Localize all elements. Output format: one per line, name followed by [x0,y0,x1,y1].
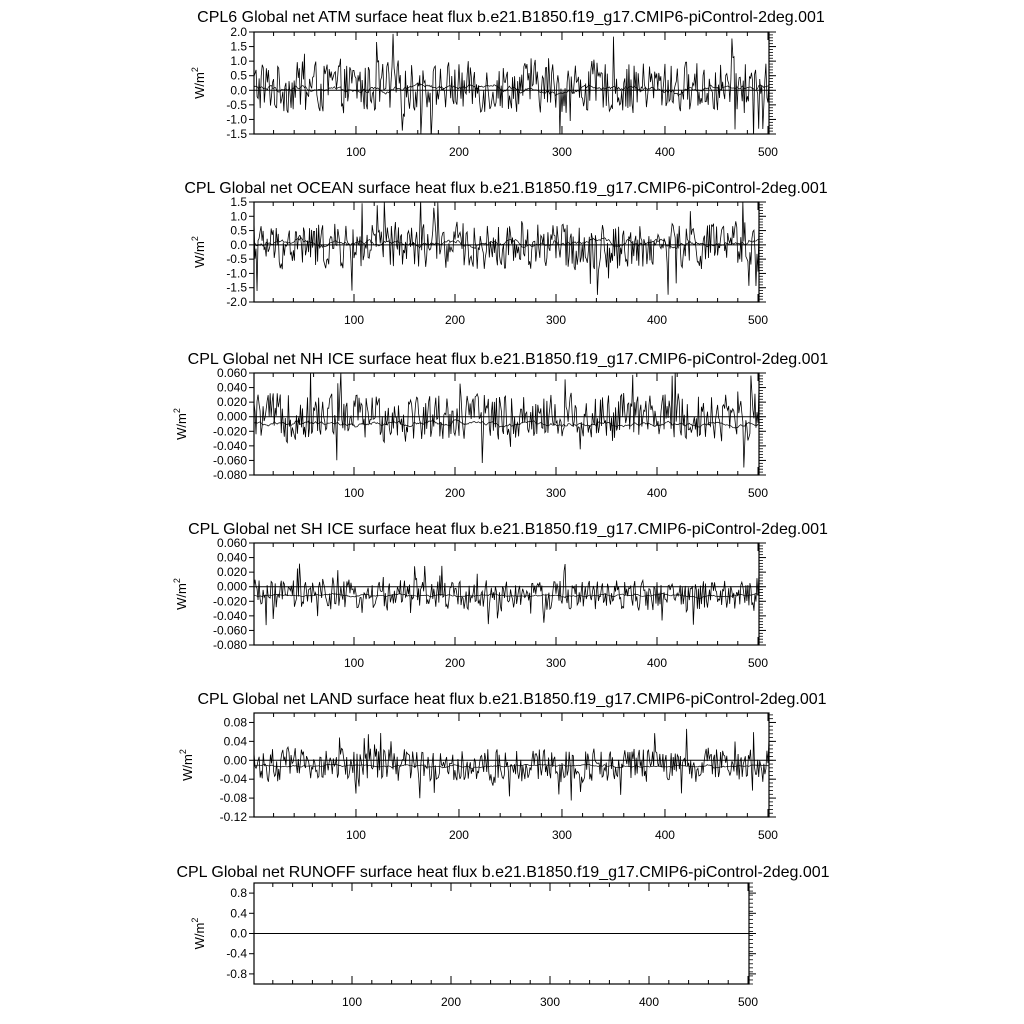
x-tick-label: 100 [343,313,365,327]
y-axis-label-superscript: 2 [190,236,200,242]
x-tick-label: 400 [646,313,668,327]
y-tick-label: 0.040 [216,550,247,565]
series-line-main [254,34,769,139]
x-tick-label: 200 [444,313,466,327]
x-tick-label: 300 [545,656,567,670]
y-tick-label: 1.0 [230,54,247,69]
y-tick-label: 0.020 [216,395,247,410]
x-tick-label: 200 [448,145,469,159]
x-tick-label: 500 [757,145,778,159]
y-tick-label: -0.5 [226,97,247,112]
y-tick-label: -0.020 [212,424,247,439]
y-tick-label: 2.0 [230,25,247,39]
y-tick-label: 0.0 [230,926,247,941]
y-tick-label: 1.0 [230,209,247,224]
x-tick-label: 400 [638,995,660,1009]
y-axis-label [172,578,189,610]
panel-title: CPL Global net NH ICE surface heat flux b.e21.B1850.f19_g17.CMIP6-piControl-2deg.001 [187,351,829,368]
y-axis-label-base: W/m [192,72,207,99]
x-tick-label: 200 [448,828,469,842]
y-tick-label: 0.060 [216,536,247,550]
y-axis-label-superscript: 2 [172,578,182,584]
x-tick-label: 200 [440,995,462,1009]
y-tick-label: 0.8 [230,886,247,901]
y-tick-label: 0.5 [230,68,247,83]
y-tick-label: -0.080 [212,468,247,482]
y-axis-label-base: W/m [192,241,207,268]
series-line-main [254,370,759,468]
x-tick-label: 100 [343,656,365,670]
x-tick-label: 100 [341,995,363,1009]
x-tick-label: 300 [551,145,572,159]
y-axis-label [190,918,207,950]
y-axis-label-superscript: 2 [190,67,200,73]
panel-5 [178,691,827,842]
panel-title: CPL Global net RUNOFF surface heat flux b.e21.B1850.f19_g17.CMIP6-piControl-2deg.001 [176,864,830,881]
y-axis-label [190,67,207,99]
y-tick-label: 0.0 [230,83,247,98]
y-axis-label-superscript: 2 [172,408,182,414]
panel-2 [184,180,827,327]
x-tick-label: 400 [654,145,675,159]
y-tick-label: 1.5 [230,195,247,209]
y-tick-label: 0.060 [216,366,247,380]
panel-title: CPL Global net SH ICE surface heat flux b.e21.B1850.f19_g17.CMIP6-piControl-2deg.001 [188,521,828,538]
x-tick-label: 300 [545,313,567,327]
y-tick-label: 0.000 [216,579,247,594]
x-tick-label: 200 [444,486,466,500]
y-tick-label: 0.08 [223,715,247,730]
x-tick-label: 100 [345,828,366,842]
x-tick-label: 400 [654,828,675,842]
y-axis-label [172,408,189,440]
y-axis-label-base: W/m [180,754,195,781]
y-tick-label: -1.0 [226,266,247,281]
x-tick-label: 500 [747,313,769,327]
panel-6 [176,864,829,1009]
y-tick-label: -2.0 [226,295,247,309]
x-tick-label: 400 [646,486,668,500]
y-tick-label: 0.04 [223,734,247,749]
y-axis-label-base: W/m [174,413,189,440]
x-tick-label: 200 [444,656,466,670]
y-tick-label: -1.5 [226,127,247,141]
x-tick-label: 400 [646,656,668,670]
y-tick-label: -0.060 [212,623,247,638]
y-tick-label: -0.8 [226,966,247,981]
y-tick-label: -0.12 [219,810,247,824]
x-tick-label: 300 [539,995,561,1009]
x-tick-label: 300 [545,486,567,500]
y-axis-label-base: W/m [174,583,189,610]
y-axis-label-superscript: 2 [190,917,200,923]
y-tick-label: -0.4 [226,946,247,961]
y-tick-label: 0.00 [223,753,247,768]
x-tick-label: 500 [747,656,769,670]
y-tick-label: -0.080 [212,638,247,652]
y-tick-label: -0.04 [219,772,247,787]
series-line-main [254,199,759,295]
x-tick-label: 100 [343,486,365,500]
y-tick-label: -0.060 [212,453,247,468]
y-tick-label: 1.5 [230,39,247,54]
y-tick-label: -0.5 [226,252,247,267]
panel-4 [172,521,828,670]
y-tick-label: 0.0 [230,237,247,252]
x-tick-label: 500 [747,486,769,500]
panel-title: CPL Global net LAND surface heat flux b.e21.B1850.f19_g17.CMIP6-piControl-2deg.001 [197,691,827,708]
x-tick-label: 300 [551,828,572,842]
y-tick-label: 0.040 [216,380,247,395]
y-tick-label: -0.040 [212,608,247,623]
x-tick-label: 500 [757,828,778,842]
y-tick-label: -0.020 [212,594,247,609]
y-tick-label: 0.020 [216,565,247,580]
panel-3 [172,351,828,500]
y-tick-label: -0.040 [212,438,247,453]
x-tick-label: 500 [737,995,759,1009]
y-tick-label: 0.4 [230,906,247,921]
plot-frame [254,32,769,134]
y-axis-label-base: W/m [192,922,207,950]
y-tick-label: -1.5 [226,280,247,295]
x-tick-label: 100 [345,145,366,159]
y-axis-label-superscript: 2 [178,749,188,755]
y-axis-label [178,749,195,781]
y-axis-label [190,236,207,268]
panel-title: CPL Global net OCEAN surface heat flux b.e21.B1850.f19_g17.CMIP6-piControl-2deg.001 [184,180,828,197]
y-tick-label: -1.0 [226,112,247,127]
panel-title: CPL6 Global net ATM surface heat flux b.e21.B1850.f19_g17.CMIP6-piControl-2deg.001 [197,9,825,26]
panel-1 [190,9,825,159]
y-tick-label: 0.5 [230,223,247,238]
y-tick-label: -0.08 [219,791,247,806]
y-tick-label: 0.000 [216,409,247,424]
